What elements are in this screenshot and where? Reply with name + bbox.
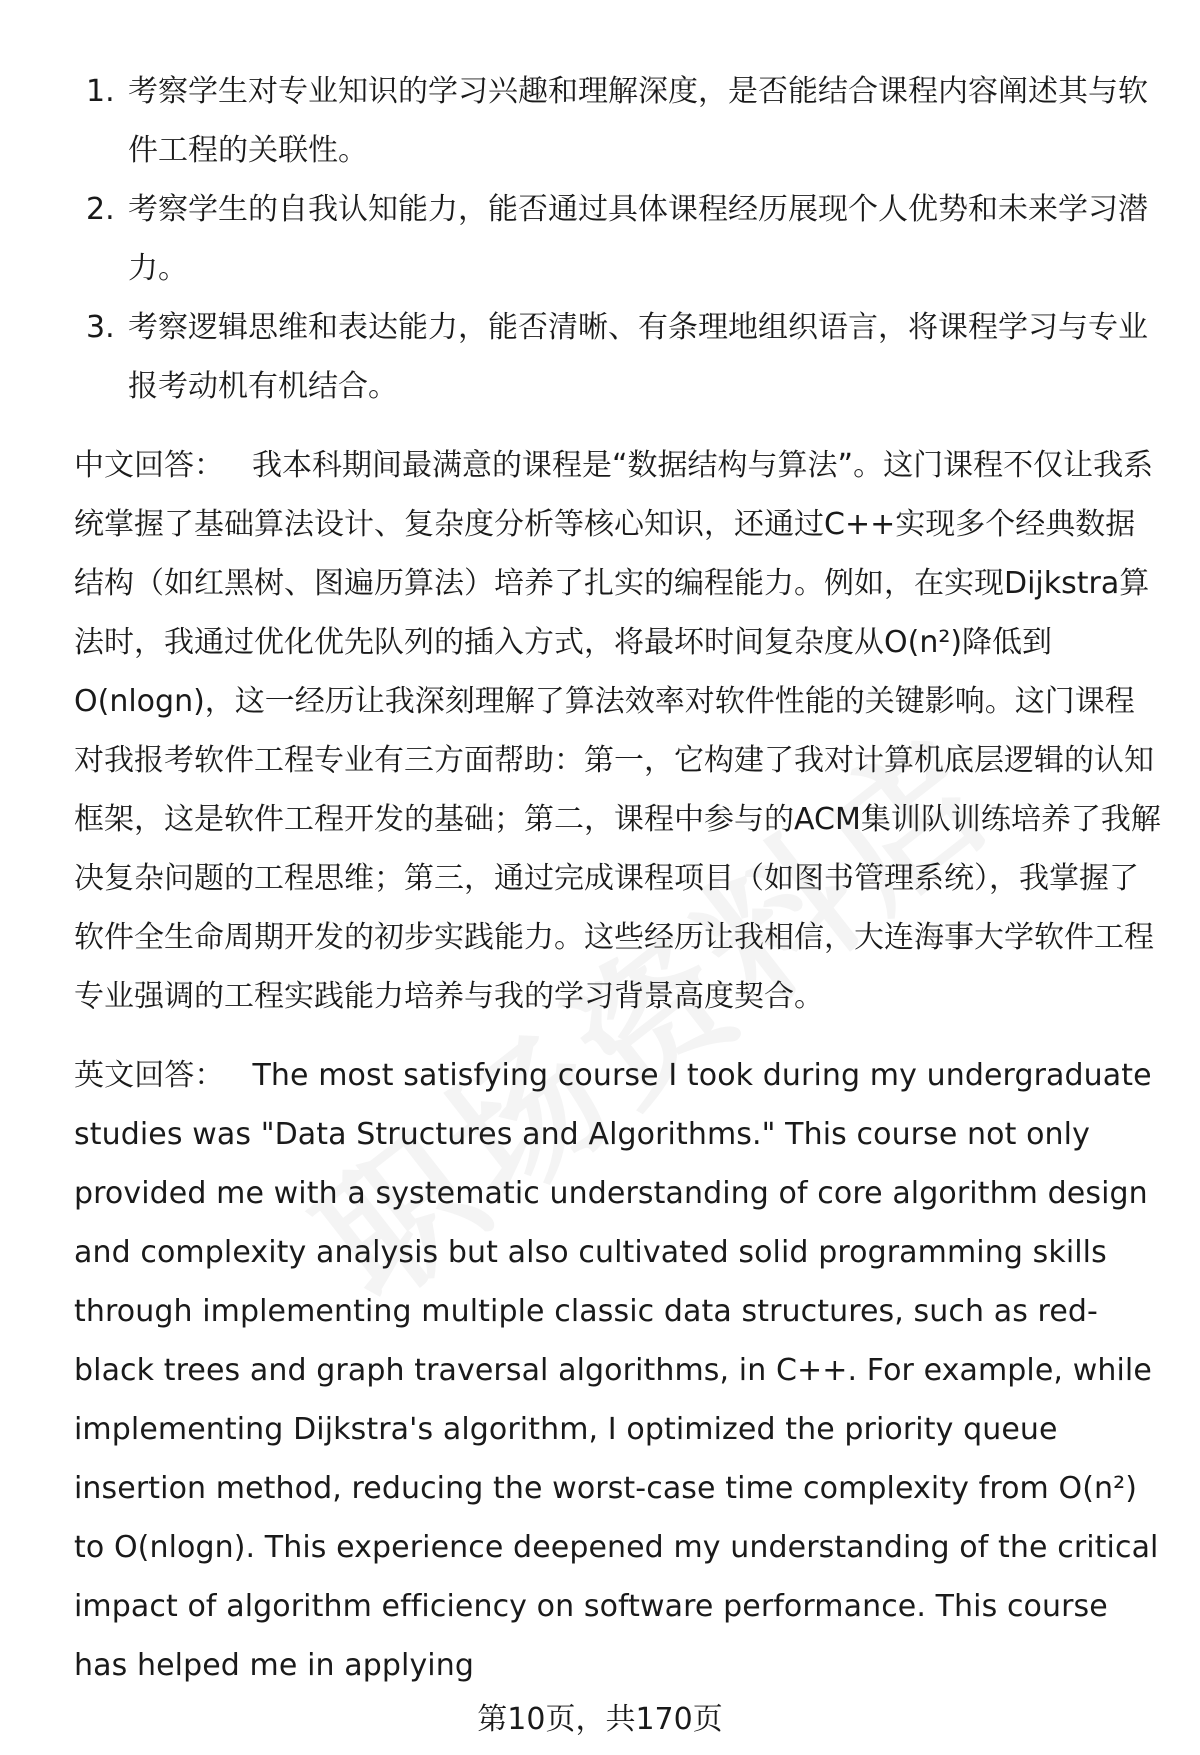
chinese-answer-text: 我本科期间最满意的课程是“数据结构与算法”。这门课程不仅让我系统掌握了基础算法设计、复杂度分析等核心知识，还通过C++实现多个经典数据结构（如红黑树、图遍历算法）培养了扎实的编程能力。例如，在实现Dijkstra算法时，我通过优化优先队列的插入方式，将最坏时间复杂度从O(n²)降低到O(nlogn)，这一经历让我深刻理解了算法效率对软件性能的关键影响。这门课程对我报考软件工程专业有三方面帮助：第一，它构建了我对计算机底层逻辑的认知框架，这是软件工程开发的基础；第二，课程中参与的ACM集训队训练培养了我解决复杂问题的工程思维；第三，通过完成课程项目（如图书管理系统），我掌握了软件全生命周期开发的初步实践能力。这些经历让我相信，大连海事大学软件工程专业强调的工程实践能力培养与我的学习背景高度契合。 — [74, 448, 1161, 1014]
criteria-number: 2. — [86, 192, 115, 227]
english-answer-label: 英文回答： — [74, 1058, 225, 1093]
english-answer-paragraph — [74, 1046, 1164, 1695]
criteria-text: 考察学生对专业知识的学习兴趣和理解深度，是否能结合课程内容阐述其与软件工程的关联性。 — [128, 74, 1148, 168]
chinese-answer-paragraph — [74, 436, 1164, 1026]
page-footer — [0, 1700, 1200, 1740]
english-answer-text: The most satisfying course I took during my undergraduate studies was "Data Structures and Algorithms." This course not only provided me with a systematic understanding of core algorithm design and complexity analysis but also cultivated solid programming skills through implementing multiple classic data structures, such as red-black trees and graph traversal algorithms, in C++. For example, while implementing Dijkstra's algorithm, I optimized the priority queue insertion method, reducing the worst-case time complexity from O(n²) to O(nlogn). This experience deepened my understanding of the critical impact of algorithm efficiency on software performance. This course has helped me in applying — [74, 1058, 1159, 1683]
criteria-text: 考察学生的自我认知能力，能否通过具体课程经历展现个人优势和未来学习潜力。 — [128, 192, 1148, 286]
page-number: 第10页，共170页 — [477, 1702, 723, 1737]
criteria-item — [74, 180, 1164, 298]
chinese-answer-label: 中文回答： — [74, 448, 224, 483]
criteria-item — [74, 298, 1164, 416]
criteria-number: 1. — [86, 74, 115, 109]
criteria-number: 3. — [86, 310, 115, 345]
page-content — [74, 62, 1164, 1695]
criteria-text: 考察逻辑思维和表达能力，能否清晰、有条理地组织语言，将课程学习与专业报考动机有机结合。 — [128, 310, 1148, 404]
criteria-list — [74, 62, 1164, 416]
criteria-item — [74, 62, 1164, 180]
